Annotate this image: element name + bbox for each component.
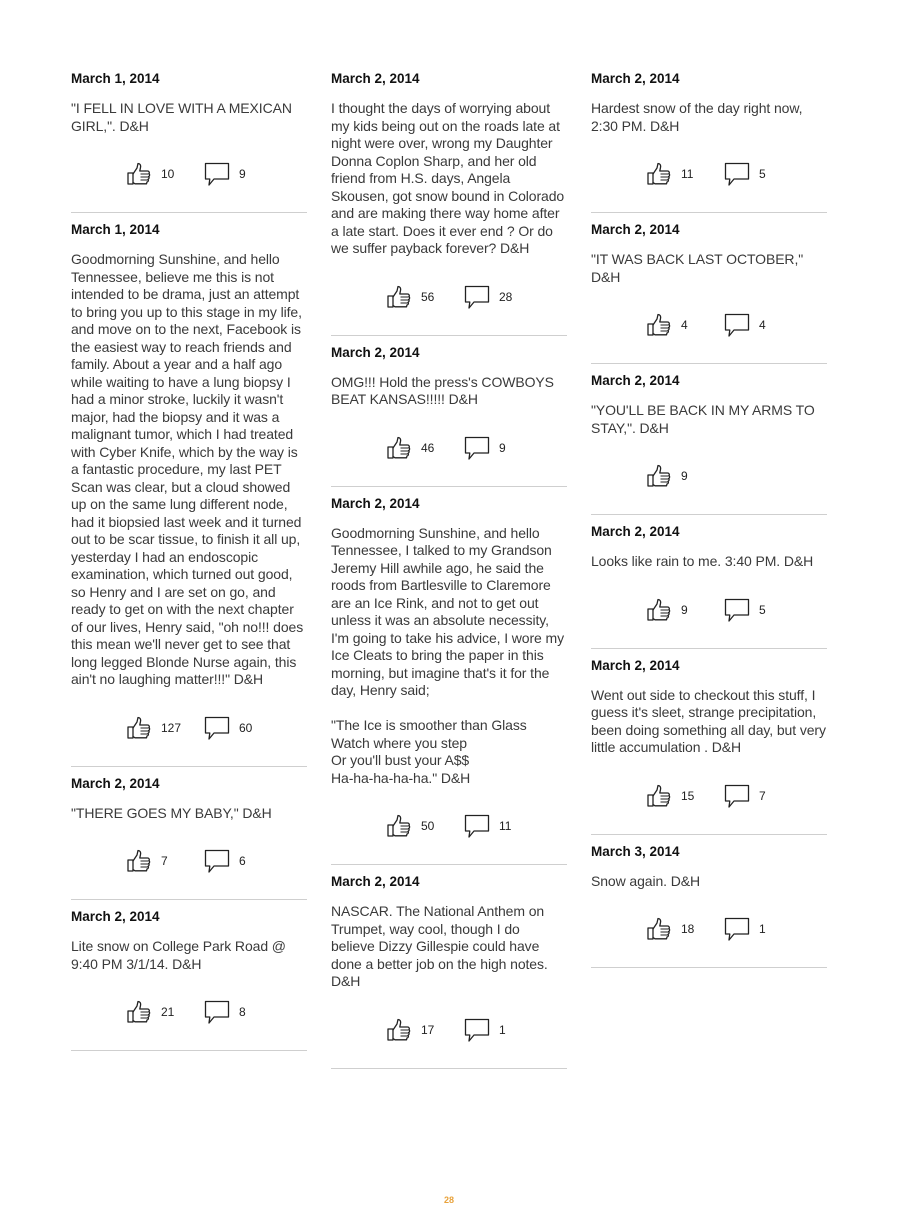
comment-count-value: 1 (759, 922, 766, 936)
comment-count (204, 160, 246, 188)
thumbs-up-icon (386, 1017, 412, 1043)
speech-bubble-icon (464, 435, 490, 461)
comment-count (464, 1016, 506, 1044)
like-count (126, 714, 181, 742)
like-count (126, 160, 174, 188)
like-count (386, 434, 434, 462)
post-text: Hardest snow of the day right now, 2:30 PM. D&H (591, 100, 803, 134)
post-date: March 2, 2014 (331, 874, 420, 889)
thumbs-up-icon (126, 848, 152, 874)
post-date: March 2, 2014 (331, 344, 420, 360)
like-count-value: 15 (681, 788, 695, 803)
post-stats (331, 804, 567, 864)
like-count-value: 10 (161, 167, 175, 181)
like-count-value: 56 (421, 289, 435, 304)
post-stats (71, 706, 307, 766)
column-3 (591, 62, 827, 968)
thumbs-up-icon (646, 597, 672, 623)
comment-count-value: 8 (239, 1005, 246, 1019)
speech-bubble-icon (724, 597, 750, 623)
post-date: March 2, 2014 (591, 373, 680, 388)
like-count (646, 462, 688, 490)
like-count (646, 782, 694, 810)
post-stats (331, 275, 567, 335)
post-date: March 2, 2014 (591, 657, 680, 673)
comment-count (204, 847, 246, 875)
like-count-value: 9 (681, 469, 688, 483)
post (331, 336, 567, 487)
post-date: March 3, 2014 (591, 843, 680, 859)
post-date: March 2, 2014 (71, 909, 160, 924)
speech-bubble-icon (204, 715, 230, 741)
like-count-value: 4 (681, 318, 688, 332)
like-count (386, 1016, 434, 1044)
speech-bubble-icon (204, 161, 230, 187)
like-count-value: 11 (681, 167, 694, 181)
speech-bubble-icon (724, 783, 750, 809)
post-text: Lite snow on College Park Road @ 9:40 PM 3/1/14. D&H (71, 938, 286, 972)
like-count-value: 50 (421, 819, 435, 833)
like-count (646, 160, 693, 188)
post (331, 487, 567, 866)
post (71, 213, 307, 767)
post-stats (591, 303, 827, 363)
post-stats (71, 839, 307, 899)
post-stats (331, 1008, 567, 1068)
post-text: Looks like rain to me. 3:40 PM. D&H (591, 553, 814, 569)
thumbs-up-icon (646, 916, 672, 942)
comment-count-value: 7 (759, 788, 766, 803)
column-2 (331, 62, 567, 1069)
post-text: Snow again. D&H (591, 872, 701, 889)
comment-count (464, 434, 506, 462)
thumbs-up-icon (646, 161, 672, 187)
post-date: March 2, 2014 (591, 222, 680, 237)
thumbs-up-icon (126, 161, 152, 187)
comment-count (724, 596, 766, 624)
like-count-value: 21 (161, 1005, 175, 1019)
post (591, 364, 827, 515)
comment-count (204, 998, 246, 1026)
post-stats (71, 152, 307, 212)
comment-count-value: 11 (499, 819, 512, 833)
post-text: OMG!!! Hold the press's COWBOYS BEAT KANSAS!!!!! D&H (331, 373, 554, 407)
post-text: "YOU'LL BE BACK IN MY ARMS TO STAY,". D&H (591, 402, 815, 436)
like-count-value: 127 (161, 720, 182, 735)
post (591, 835, 827, 969)
post-stats (591, 907, 827, 967)
post-stats (71, 990, 307, 1050)
thumbs-up-icon (126, 999, 152, 1025)
post-stats (591, 774, 827, 834)
post-stats (591, 454, 827, 514)
like-count (646, 915, 694, 943)
page-number: 28 (443, 1195, 454, 1205)
comment-count-value: 9 (499, 440, 506, 455)
comment-count-value: 9 (239, 167, 246, 181)
post (331, 62, 567, 336)
post-text: "IT WAS BACK LAST OCTOBER," D&H (591, 251, 804, 285)
like-count-value: 9 (681, 602, 688, 617)
comment-count (724, 160, 766, 188)
comment-count (204, 714, 252, 742)
like-count-value: 17 (421, 1022, 435, 1037)
speech-bubble-icon (464, 284, 490, 310)
comment-count (724, 915, 766, 943)
post-date: March 2, 2014 (71, 775, 160, 791)
post-date: March 2, 2014 (331, 495, 420, 511)
post-text: NASCAR. The National Anthem on Trumpet, way cool, though I do believe Dizzy Gillespie could have done a better job on the high notes. D&H (331, 903, 548, 989)
comment-count (724, 782, 766, 810)
thumbs-up-icon (386, 435, 412, 461)
thumbs-up-icon (646, 463, 672, 489)
comment-count (724, 311, 766, 339)
thumbs-up-icon (646, 312, 672, 338)
comment-count-value: 5 (759, 167, 766, 181)
comment-count-value: 4 (759, 318, 766, 332)
like-count-value: 18 (681, 922, 695, 936)
post-text: Goodmorning Sunshine, and hello Tennessee, believe me this is not intended to be drama, just an attempt to bring you up to this stage in my life, and move on to the next, Facebook is the easiest way to reach friends and family. About a year and a half ago while waiting to have a lung biopsy I had a minor stroke, luckily it wasn't major, had the biopsy and it was a malignant tumor, which I had treated with Cyber Knife, which by the way is a fantastic procedure, my last PET Scan was clear, but a cloud showed up on the same lung different node, had it biopsied last week and it turned out to be scar tissue, to finish it all up, yesterday I had an endoscopic examination, which turned out good, so Henry and I are set on go, and ready to get on with the next chapter of our lives, Henry said, "oh no!!! does this mean we'll never get to see that long legged Blonde Nurse again, this ain't no laughing matter!!!" D&H (71, 251, 304, 687)
post-stats (591, 152, 827, 212)
post-text: Went out side to checkout this stuff, I guess it's sleet, strange precipitation, been doing something all day, but very little accumulation . D&H (591, 686, 826, 755)
thumbs-up-icon (386, 284, 412, 310)
post-date: March 2, 2014 (591, 71, 680, 86)
speech-bubble-icon (724, 161, 750, 187)
comment-count-value: 6 (239, 854, 246, 868)
like-count (646, 596, 688, 624)
thumbs-up-icon (386, 813, 412, 839)
post-text: I thought the days of worrying about my kids being out on the roads late at night were over, wrong my Daughter Donna Coplon Sharp, and her old friend from H.S. days, Angela Skousen, got snow bound in Colorado and are making there way home after a late start. Does it ever end ? Or do we suffer payback forever? D&H (331, 100, 565, 256)
post (591, 213, 827, 364)
speech-bubble-icon (464, 813, 490, 839)
column-1 (71, 62, 307, 1051)
comment-count-value: 28 (499, 289, 513, 304)
post-date: March 2, 2014 (591, 524, 680, 539)
post-text: "THERE GOES MY BABY," D&H (71, 804, 272, 821)
comment-count (464, 812, 511, 840)
post-date: March 2, 2014 (331, 71, 420, 86)
comment-count-value: 60 (239, 720, 253, 735)
speech-bubble-icon (204, 999, 230, 1025)
comment-count-value: 1 (499, 1022, 506, 1037)
speech-bubble-icon (204, 848, 230, 874)
speech-bubble-icon (724, 916, 750, 942)
comment-count-value: 5 (759, 602, 766, 617)
post (331, 865, 567, 1069)
like-count (386, 812, 434, 840)
speech-bubble-icon (724, 312, 750, 338)
like-count (126, 847, 168, 875)
like-count-value: 7 (161, 854, 168, 868)
post-text: "I FELL IN LOVE WITH A MEXICAN GIRL,". D&H (71, 100, 292, 134)
post-text: Goodmorning Sunshine, and hello Tennessee, I talked to my Grandson Jeremy Hill awhile ago, he said the roods from Bartlesville to Claremore are an Ice Rink, and not to get out unless it was an absolute necessity, I'm going to take his advice, I wore my Ice Cleats to bring the paper in this morning, but imagine that's it for the day, Henry said; "The Ice is smoother than Glass Watch where you step Or you'll bust your A$$ Ha-ha-ha-ha-ha." D&H (331, 524, 564, 786)
post-stats (591, 588, 827, 648)
post (71, 62, 307, 213)
thumbs-up-icon (126, 715, 152, 741)
post-date: March 1, 2014 (71, 222, 160, 237)
post-date: March 1, 2014 (71, 71, 160, 86)
post (71, 900, 307, 1051)
like-count (126, 998, 174, 1026)
like-count (646, 311, 688, 339)
post-stats (331, 426, 567, 486)
post (71, 767, 307, 901)
comment-count (464, 283, 512, 311)
like-count-value: 46 (421, 440, 435, 455)
like-count (386, 283, 434, 311)
post (591, 515, 827, 649)
post (591, 649, 827, 835)
thumbs-up-icon (646, 783, 672, 809)
post (591, 62, 827, 213)
speech-bubble-icon (464, 1017, 490, 1043)
